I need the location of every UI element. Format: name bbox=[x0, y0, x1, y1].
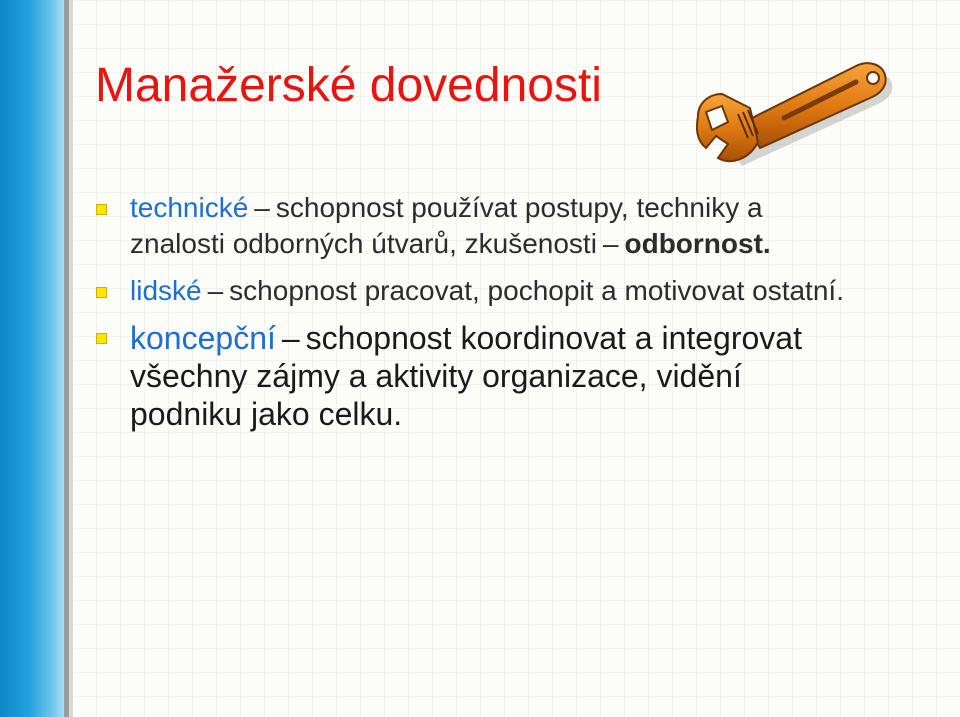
bullet-dash: – bbox=[254, 192, 270, 223]
bullet-emphasis: odbornost. bbox=[624, 228, 771, 260]
bullet-term: lidské bbox=[130, 274, 202, 306]
slide-title: Manažerské dovednosti bbox=[95, 59, 602, 112]
bullet-marker bbox=[96, 287, 107, 298]
bullet-term: koncepční bbox=[130, 320, 276, 357]
bullet-dash: – bbox=[281, 320, 300, 357]
bullet-item-lidske bbox=[96, 273, 856, 309]
bullet-text: schopnost pracovat, pochopit a motivovat ostatní. bbox=[229, 274, 844, 306]
bullet-marker bbox=[96, 333, 107, 344]
bullet-list bbox=[96, 190, 856, 443]
bullet-item-technicke bbox=[96, 190, 856, 263]
bullet-marker bbox=[96, 204, 107, 215]
bullet-dash: – bbox=[207, 274, 224, 306]
left-decorative-band bbox=[0, 0, 64, 717]
bullet-text: schopnost koordinovat a integrovat všechny zájmy a aktivity organizace, vidění podniku jako celku. bbox=[130, 320, 802, 433]
bullet-text: schopnost používat postupy, techniky a znalosti odborných útvarů, zkušenosti bbox=[130, 192, 763, 260]
bullet-item-koncepcni bbox=[96, 319, 856, 433]
bullet-dash-2: – bbox=[602, 228, 619, 260]
bullet-term: technické bbox=[130, 192, 249, 223]
wrench-icon bbox=[688, 42, 896, 172]
band-edge-light bbox=[69, 0, 73, 717]
